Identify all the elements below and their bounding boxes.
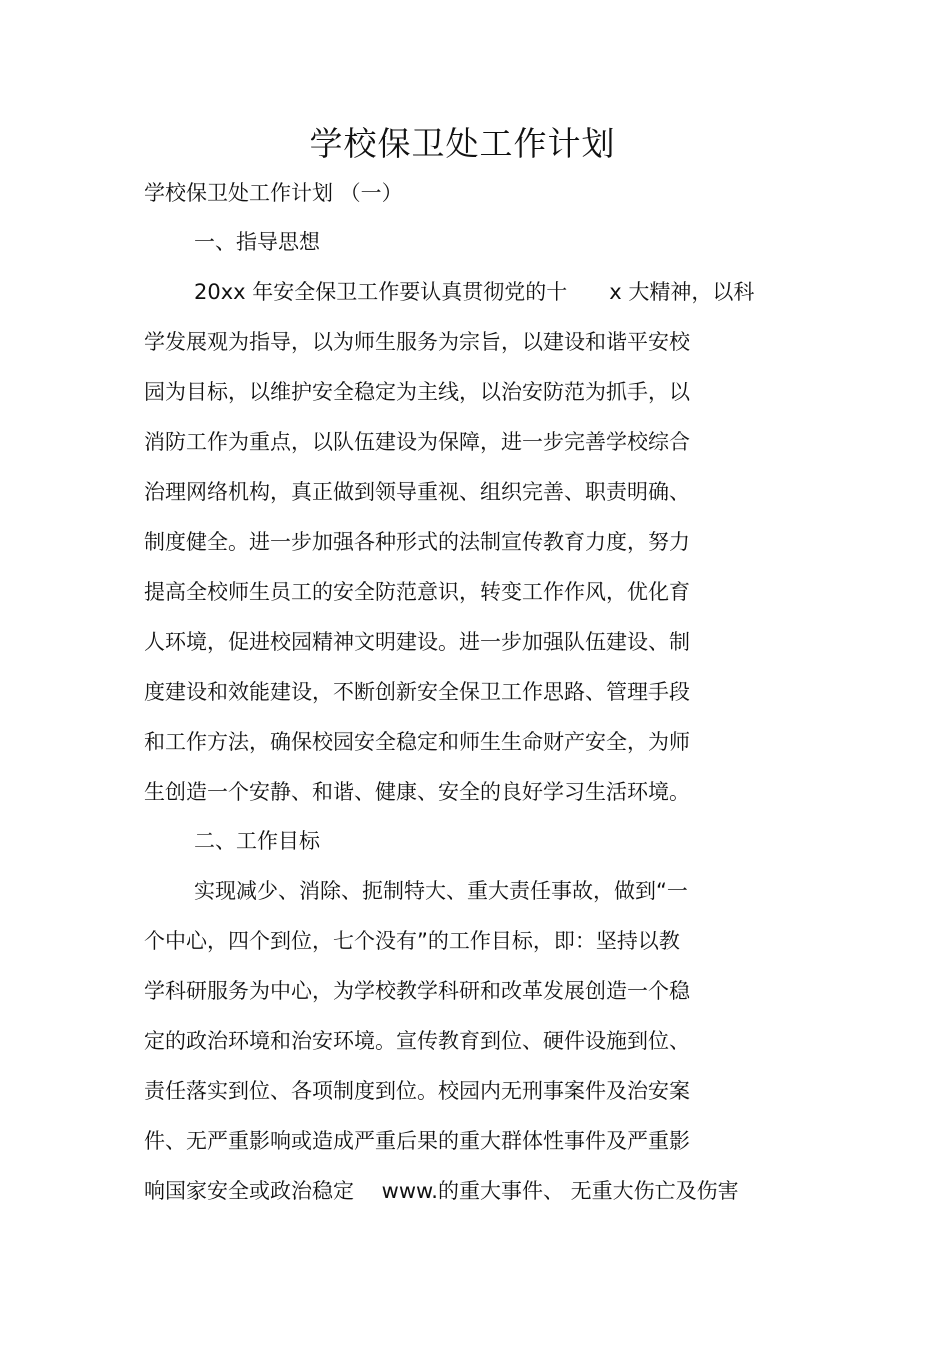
paragraph-line: 定的政治环境和治安环境。宣传教育到位、硬件设施到位、 xyxy=(144,1029,690,1053)
paragraph-line: 实现减少、消除、扼制特大、重大责任事故，做到“一 xyxy=(194,879,688,903)
document-subtitle: 学校保卫处工作计划 （一） xyxy=(144,181,403,205)
paragraph-line: 人环境，促进校园精神文明建设。进一步加强队伍建设、制 xyxy=(144,630,690,654)
paragraph-line: 和工作方法，确保校园安全稳定和师生生命财产安全，为师 xyxy=(144,730,690,754)
section-heading-guiding-ideology: 一、指导思想 xyxy=(194,230,320,254)
paragraph-line: 责任落实到位、各项制度到位。校园内无刑事案件及治安案 xyxy=(144,1079,690,1103)
paragraph-line: 20xx 年安全保卫工作要认真贯彻党的十 x 大精神，以科 xyxy=(194,280,755,304)
paragraph-line: 个中心，四个到位，七个没有”的工作目标，即：坚持以教 xyxy=(144,929,680,953)
paragraph-line: 件、无严重影响或造成严重后果的重大群体性事件及严重影 xyxy=(144,1129,690,1153)
paragraph-line: 制度健全。进一步加强各种形式的法制宣传教育力度，努力 xyxy=(144,530,690,554)
paragraph-line: 提高全校师生员工的安全防范意识，转变工作作风，优化育 xyxy=(144,580,690,604)
paragraph-line: 学科研服务为中心，为学校教学科研和改革发展创造一个稳 xyxy=(144,979,690,1003)
paragraph-line: 度建设和效能建设，不断创新安全保卫工作思路、管理手段 xyxy=(144,680,690,704)
paragraph-line: 园为目标，以维护安全稳定为主线，以治安防范为抓手，以 xyxy=(144,380,690,404)
paragraph-line: 治理网络机构，真正做到领导重视、组织完善、职责明确、 xyxy=(144,480,690,504)
section-heading-work-goals: 二、工作目标 xyxy=(194,829,320,853)
document-title: 学校保卫处工作计划 xyxy=(309,124,616,163)
paragraph-line: 消防工作为重点，以队伍建设为保障，进一步完善学校综合 xyxy=(144,430,690,454)
paragraph-line: 响国家安全或政治稳定 www.的重大事件、 无重大伤亡及伤害 xyxy=(144,1179,739,1203)
paragraph-line: 生创造一个安静、和谐、健康、安全的良好学习生活环境。 xyxy=(144,780,690,804)
paragraph-line: 学发展观为指导，以为师生服务为宗旨，以建设和谐平安校 xyxy=(144,330,690,354)
